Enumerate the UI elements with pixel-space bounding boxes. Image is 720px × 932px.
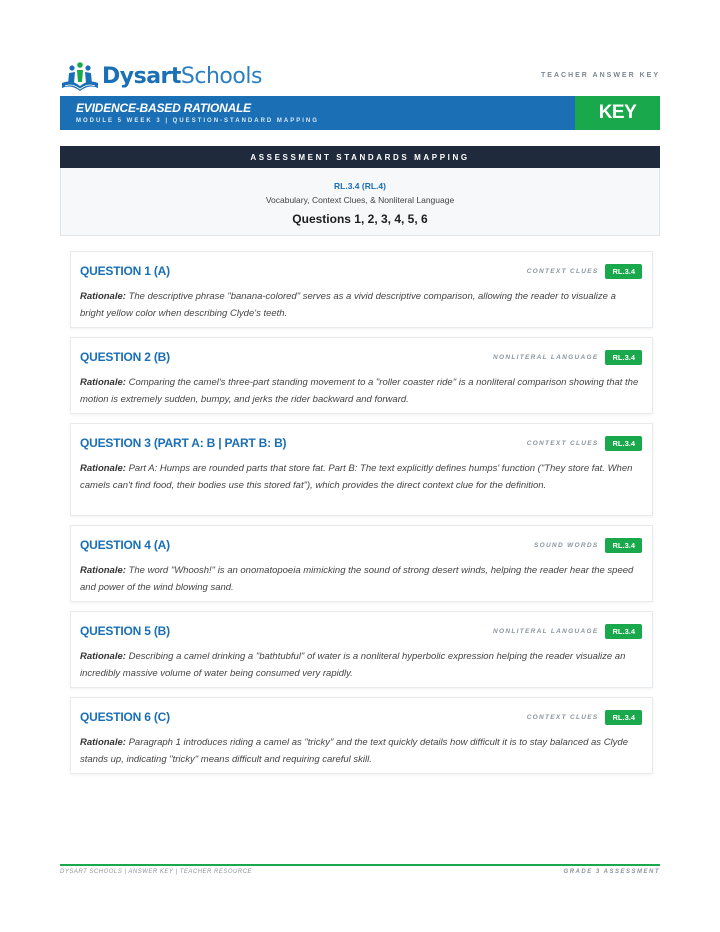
- question-rationale: [80, 289, 642, 322]
- standard-badge: RL.3.4: [605, 710, 642, 725]
- assessment-standard-code: RL.3.4 (RL.4): [334, 181, 386, 191]
- rationale-text: The word "Whoosh!" is an onomatopoeia mimicking the sound of strong desert winds, helping the reader hear the speed and power of the wind blowing sand.: [80, 565, 634, 593]
- question-rationale: [80, 735, 642, 768]
- rationale-text: Paragraph 1 introduces riding a camel as "tricky" and the text quickly details how difficult it is to stay balanced as Clyde stands up, indicating "tricky" means difficult and requiring careful skill.: [80, 737, 628, 765]
- banner-title: EVIDENCE-BASED RATIONALE: [76, 101, 251, 115]
- assessment-standard-description: Vocabulary, Context Clues, & Nonliteral Language: [265, 195, 455, 205]
- question-tags: [534, 538, 642, 553]
- standard-badge: RL.3.4: [605, 264, 642, 279]
- skill-tag: CONTEXT CLUES: [526, 714, 599, 721]
- question-tags: [527, 264, 642, 279]
- standard-badge: RL.3.4: [605, 350, 642, 365]
- rationale-text: Describing a camel drinking a "bathtubful" of water is a nonliteral hyperbolic expression helping the reader visualize an incredibly massive volume of water being consumed very rapidly.: [80, 651, 626, 679]
- question-title: QUESTION 3 (PART A: B | PART B: B): [80, 436, 287, 450]
- question-card-header: [80, 264, 642, 280]
- standard-badge: RL.3.4: [605, 436, 642, 451]
- question-card-6: [70, 697, 653, 774]
- question-title: QUESTION 4 (A): [80, 538, 170, 552]
- question-tags: [493, 350, 642, 365]
- standard-badge: RL.3.4: [605, 624, 642, 639]
- open-book-people-icon: [60, 59, 100, 93]
- dysart-logo: [60, 58, 262, 94]
- question-rationale: [80, 563, 642, 596]
- question-card-1: [70, 251, 653, 328]
- logo-word-dysart: Dysart: [102, 63, 181, 89]
- rationale-label: Rationale:: [80, 565, 126, 576]
- rationale-label: Rationale:: [80, 377, 126, 388]
- rationale-label: Rationale:: [80, 463, 126, 474]
- footer-divider: [60, 864, 660, 866]
- assessment-standards-bar: ASSESSMENT STANDARDS MAPPING: [60, 146, 660, 168]
- footer-right-text: GRADE 3 ASSESSMENT: [563, 869, 660, 875]
- question-title: QUESTION 6 (C): [80, 710, 170, 724]
- banner-subtitle: MODULE 5 WEEK 3 | QUESTION-STANDARD MAPPING: [76, 118, 319, 124]
- rationale-label: Rationale:: [80, 291, 126, 302]
- skill-tag: SOUND WORDS: [533, 542, 599, 549]
- question-rationale: [80, 649, 642, 682]
- question-card-3: [70, 423, 653, 516]
- banner-main: [60, 96, 575, 130]
- question-card-2: [70, 337, 653, 414]
- question-card-header: [80, 350, 642, 366]
- teacher-answer-key-label: TEACHER ANSWER KEY: [541, 72, 660, 79]
- question-title: QUESTION 2 (B): [80, 350, 170, 364]
- question-card-header: [80, 436, 642, 452]
- question-tags: [527, 436, 642, 451]
- standard-badge: RL.3.4: [605, 538, 642, 553]
- logo-word-schools: Schools: [180, 63, 262, 89]
- skill-tag: NONLITERAL LANGUAGE: [493, 628, 599, 635]
- rationale-text: The descriptive phrase "banana-colored" serves as a vivid descriptive comparison, allowing the reader to visualize a bright yellow color when describing Clyde's teeth.: [80, 291, 616, 319]
- question-rationale: [80, 461, 642, 494]
- rationale-text: Comparing the camel's three-part standing movement to a "roller coaster ride" is a nonliteral comparison showing that the motion is extremely sudden, bumpy, and jerks the rider backward and forward.: [80, 377, 639, 405]
- question-rationale: [80, 375, 642, 408]
- question-card-header: [80, 710, 642, 726]
- question-title: QUESTION 5 (B): [80, 624, 170, 638]
- assessment-standards-box: [60, 168, 660, 236]
- skill-tag: CONTEXT CLUES: [526, 268, 599, 275]
- page-header: [60, 58, 660, 94]
- logo-wordmark: [102, 64, 262, 89]
- footer-left-text: DYSART SCHOOLS | ANSWER KEY | TEACHER RESOURCE: [60, 869, 253, 875]
- assessment-questions-list: Questions 1, 2, 3, 4, 5, 6: [292, 212, 428, 226]
- question-card-header: [80, 538, 642, 554]
- rationale-text: Part A: Humps are rounded parts that store fat. Part B: The text explicitly defines humps' function ("They store fat. When camels can't find food, their bodies use this stored fat"), which provides the direct context clue for the definition.: [80, 463, 633, 491]
- title-banner: [60, 96, 660, 130]
- question-card-5: [70, 611, 653, 688]
- skill-tag: CONTEXT CLUES: [526, 440, 599, 447]
- key-badge: KEY: [575, 96, 660, 130]
- question-tags: [527, 710, 642, 725]
- rationale-label: Rationale:: [80, 651, 126, 662]
- question-card-4: [70, 525, 653, 602]
- skill-tag: NONLITERAL LANGUAGE: [493, 354, 599, 361]
- question-card-header: [80, 624, 642, 640]
- rationale-label: Rationale:: [80, 737, 126, 748]
- question-tags: [493, 624, 642, 639]
- question-title: QUESTION 1 (A): [80, 264, 170, 278]
